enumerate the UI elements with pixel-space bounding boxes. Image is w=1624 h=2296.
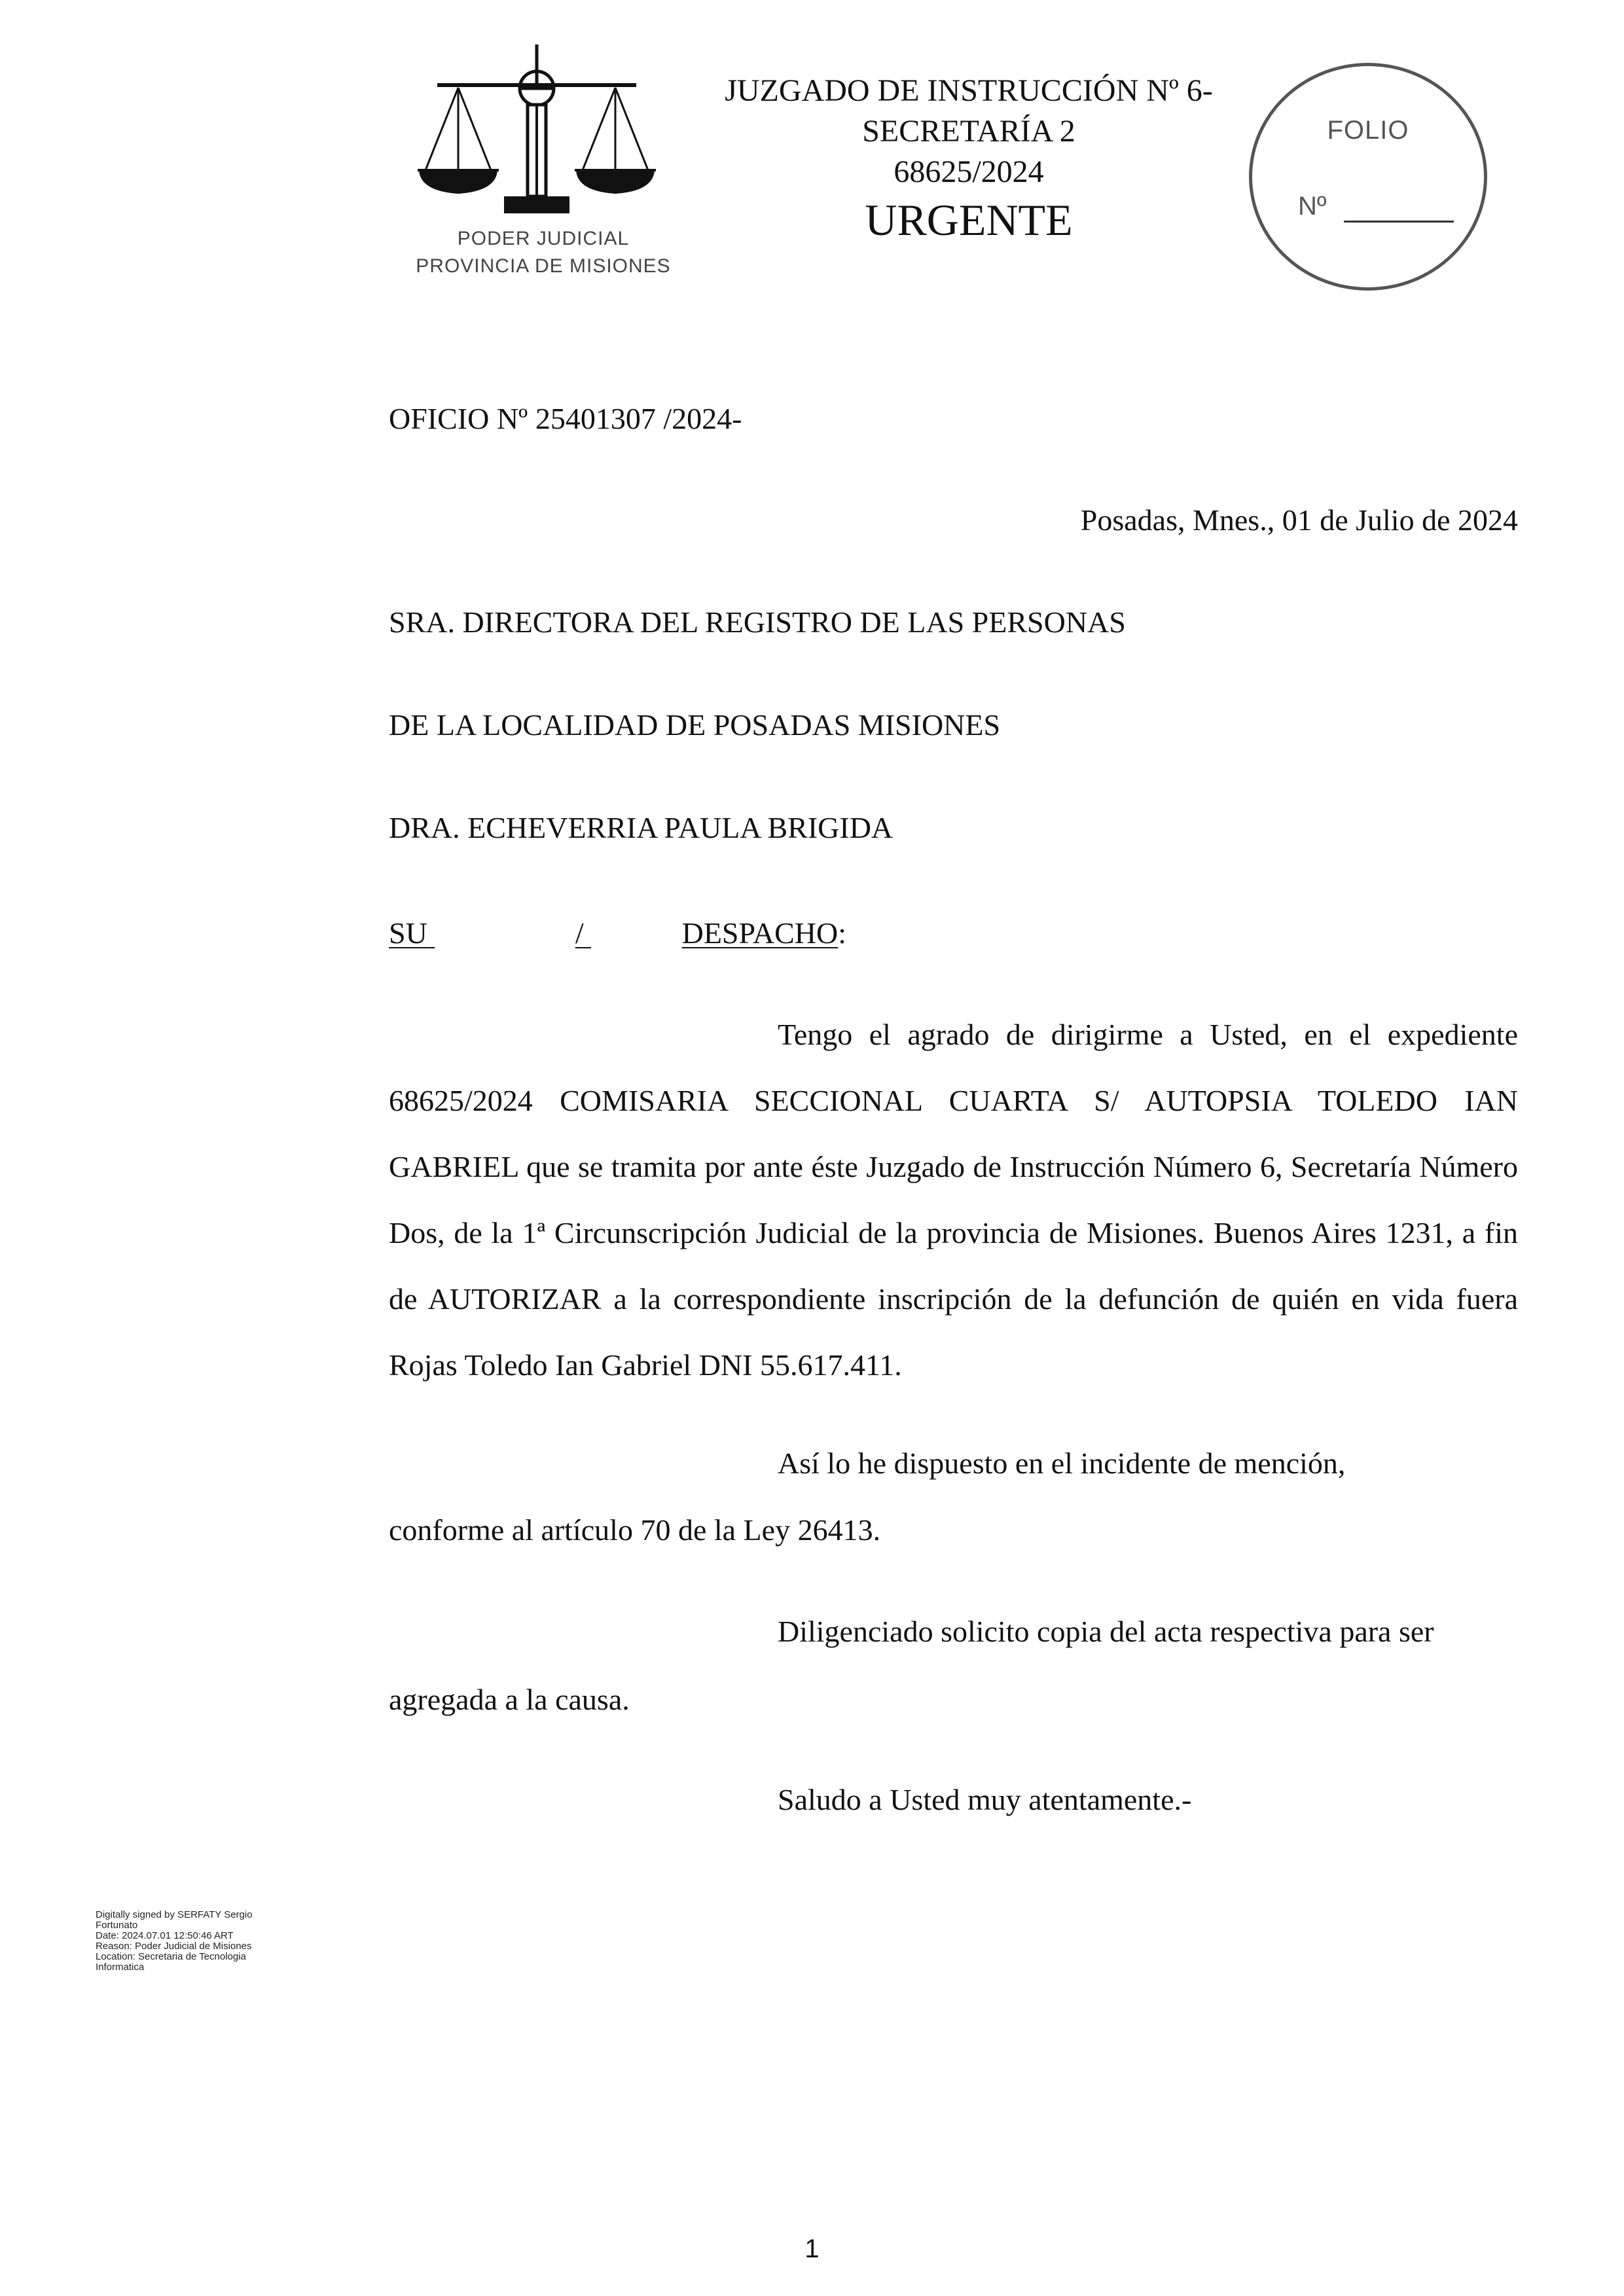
place-date: Posadas, Mnes., 01 de Julio de 2024 (1080, 503, 1518, 537)
signature-location: Location: Secretaria de Tecnologia Informatica (96, 1951, 246, 1973)
digital-signature-block (96, 1910, 285, 1973)
logo-text-line1: PODER JUDICIAL (457, 228, 630, 249)
despacho-word: DESPACHO (681, 916, 839, 950)
logo-text-line2: PROVINCIA DE MISIONES (416, 255, 671, 277)
body-paragraph-3-cont: agregada a la causa. (389, 1683, 630, 1716)
body-paragraph-2: Así lo he dispuesto en el incidente de mención, (778, 1446, 1346, 1480)
court-secretary: SECRETARÍA 2 (862, 114, 1075, 149)
urgent-label: URGENTE (865, 195, 1073, 245)
recipient-line3: DRA. ECHEVERRIA PAULA BRIGIDA (389, 811, 893, 844)
folio-stamp (1249, 63, 1487, 291)
despacho-slash: / (575, 916, 584, 950)
recipient-line1: SRA. DIRECTORA DEL REGISTRO DE LAS PERSONAS (389, 605, 1126, 639)
su-despacho (389, 915, 846, 952)
folio-label: FOLIO (1327, 116, 1409, 145)
signature-reason: Reason: Poder Judicial de Misiones (96, 1941, 252, 1952)
case-number: 68625/2024 (893, 154, 1044, 189)
scales-of-justice-icon (406, 39, 681, 229)
folio-number-line (1344, 221, 1454, 223)
despacho-colon: : (838, 916, 846, 950)
folio-number-label: Nº (1298, 192, 1327, 221)
body-paragraph-1 (389, 1001, 1518, 1398)
oficio-number: OFICIO Nº 25401307 /2024- (389, 402, 742, 435)
despacho-su: SU (389, 916, 427, 950)
page-number: 1 (804, 2234, 820, 2263)
court-name: JUZGADO DE INSTRUCCIÓN Nº 6- (725, 73, 1213, 108)
poder-judicial-logo (406, 39, 681, 295)
court-header (681, 71, 1257, 247)
signature-signer: Digitally signed by SERFATY Sergio Fortunato (96, 1909, 253, 1931)
closing-salutation: Saludo a Usted muy atentamente.- (778, 1783, 1192, 1816)
signature-date: Date: 2024.07.01 12:50:46 ART (96, 1930, 234, 1941)
body-paragraph-3: Diligenciado solicito copia del acta respectiva para ser (778, 1615, 1434, 1648)
paragraph1-text: Tengo el agrado de dirigirme a Usted, en el expediente 68625/2024 COMISARIA SECCIONAL CUARTA S/ AUTOPSIA TOLEDO IAN GABRIEL que se tramita por ante éste Juzgado de Instrucción Número 6, Secretaría Número Dos, de la 1ª Circunscripción Judicial de la provincia de Misiones. Buenos Aires 1231, a fin de AUTORIZAR a la correspondiente inscripción de la defunción de quién en vida fuera Rojas Toledo Ian Gabriel DNI 55.617.411. (389, 1018, 1518, 1382)
recipient-line2: DE LA LOCALIDAD DE POSADAS MISIONES (389, 708, 1001, 742)
body-paragraph-2-cont: conforme al artículo 70 de la Ley 26413. (389, 1513, 881, 1547)
